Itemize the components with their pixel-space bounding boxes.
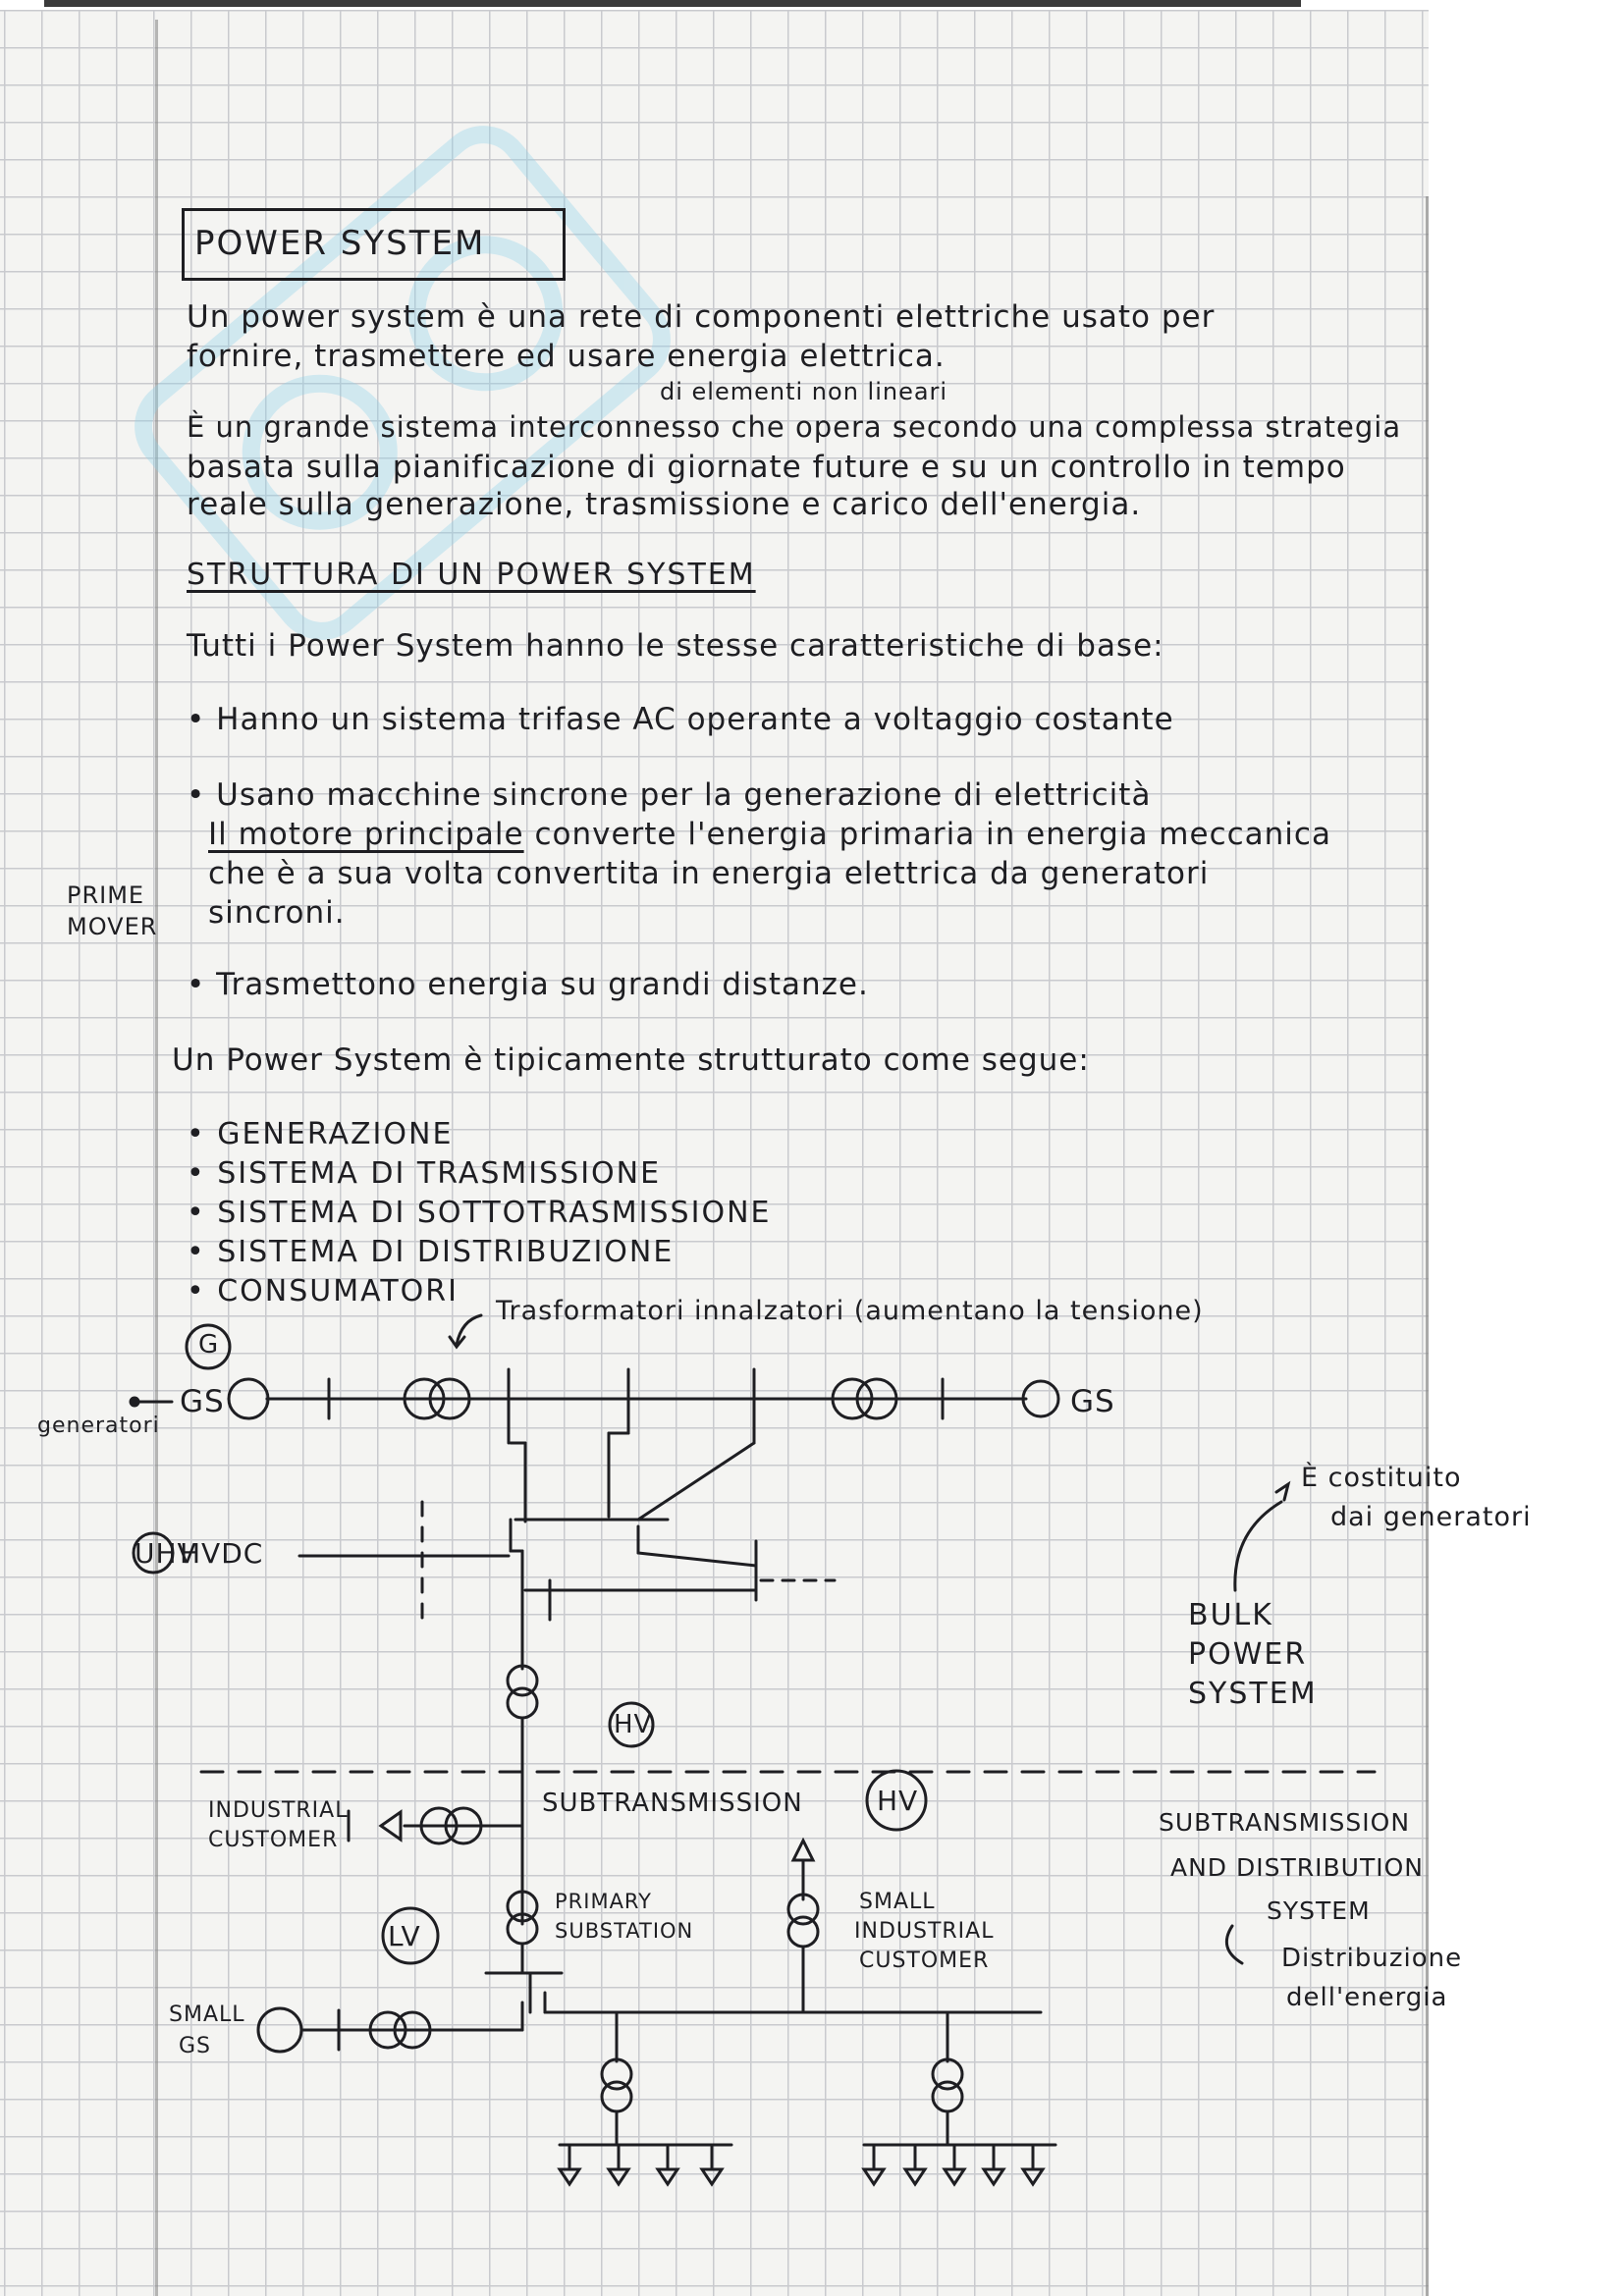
prime-mover-term: Il motore principale xyxy=(208,817,524,852)
bulk-note-1: È costituito xyxy=(1301,1463,1462,1493)
intro-line-2: fornire, trasmettere ed usare energia elettrica. xyxy=(187,339,946,374)
lv-label: LV xyxy=(388,1920,421,1952)
hvdc-label: HVDC xyxy=(180,1537,264,1570)
load-arrow-9 xyxy=(1023,2145,1043,2184)
feature-2-line-3: che è a sua volta convertita in energia elettrica da generatori xyxy=(208,856,1210,891)
industrial-load-arrow xyxy=(381,1812,401,1840)
intro-line-5: reale sulla generazione, trasmissione e carico dell'energia. xyxy=(187,487,1142,522)
industrial-customer-2: CUSTOMER xyxy=(208,1828,339,1852)
feature-2-line-4: sincroni. xyxy=(208,895,346,931)
small-industrial-2: INDUSTRIAL xyxy=(854,1919,995,1944)
distribution-note-1: Distribuzione xyxy=(1281,1944,1463,1973)
intro-line-1: Un power system è una rete di componenti elettriche usato per xyxy=(187,299,1216,335)
page-title: POWER SYSTEM xyxy=(194,224,486,263)
bulk-note-2: dai generatori xyxy=(1330,1502,1532,1532)
gs-right-label: GS xyxy=(1070,1384,1115,1419)
load-transformer-1b xyxy=(602,2082,631,2111)
transformer-note: Trasformatori innalzatori (aumentano la tensione) xyxy=(496,1296,1204,1326)
hv-transformer-b xyxy=(508,1688,537,1718)
load-arrow-2 xyxy=(609,2145,628,2184)
primary-substation-1: PRIMARY xyxy=(555,1890,653,1913)
hv-label-1: HV xyxy=(614,1710,653,1739)
intro-line-3: È un grande sistema interconnesso che opera secondo una complessa strategia xyxy=(187,410,1402,444)
industrial-customer-1: INDUSTRIAL xyxy=(208,1798,349,1823)
small-gs-label-2: GS xyxy=(179,2034,212,2058)
subtransmission-label: SUBTRANSMISSION xyxy=(542,1789,803,1818)
structure-item-3-text: SISTEMA DI SOTTOTRASMISSIONE xyxy=(217,1196,772,1230)
feature-bullet-1: • Hanno un sistema trifase AC operante a voltaggio costante xyxy=(187,702,1174,737)
load-arrow-4 xyxy=(702,2145,722,2184)
distribution-note-2: dell'energia xyxy=(1286,1983,1448,2012)
feature-2-line-2-rest: converte l'energia primaria in energia meccanica xyxy=(523,817,1331,852)
small-gs-label-1: SMALL xyxy=(169,2002,245,2027)
feature-3-text: Trasmettono energia su grandi distanze. xyxy=(216,967,869,1002)
uhv-label: UHV xyxy=(135,1537,197,1570)
small-industrial-transformer-b xyxy=(788,1917,818,1947)
small-industrial-3: CUSTOMER xyxy=(859,1949,990,1973)
small-industrial-load-arrow xyxy=(793,1841,813,1860)
intro-insert: di elementi non lineari xyxy=(660,378,948,405)
load-transformer-2b xyxy=(933,2082,962,2111)
primary-substation-2: SUBSTATION xyxy=(555,1919,694,1943)
load-arrow-8 xyxy=(984,2145,1003,2184)
margin-note-mover: MOVER xyxy=(67,913,158,940)
bulk-note-arrow xyxy=(1235,1502,1281,1590)
bulk-label-1: BULK xyxy=(1188,1598,1273,1632)
structure-item-1: • GENERAZIONE xyxy=(187,1117,454,1151)
structure-item-3: • SISTEMA DI SOTTOTRASMISSIONE xyxy=(187,1196,772,1230)
load-arrow-7 xyxy=(945,2145,964,2184)
structure-lead: Un Power System è tipicamente strutturato come segue: xyxy=(172,1042,1090,1078)
section-title: STRUTTURA DI UN POWER SYSTEM xyxy=(187,558,756,592)
structure-item-4-text: SISTEMA DI DISTRIBUZIONE xyxy=(217,1235,675,1269)
structure-item-4: • SISTEMA DI DISTRIBUZIONE xyxy=(187,1235,675,1269)
bulk-label-3: SYSTEM xyxy=(1188,1677,1318,1711)
structure-item-2: • SISTEMA DI TRASMISSIONE xyxy=(187,1156,662,1191)
distribution-note-arrow xyxy=(1226,1926,1242,1963)
feature-bullet-3: • Trasmettono energia su grandi distanze. xyxy=(187,967,869,1002)
diagonal-link xyxy=(638,1443,754,1520)
load-arrow-1 xyxy=(560,2145,579,2184)
load-arrow-5 xyxy=(864,2145,884,2184)
generator-right-symbol xyxy=(1023,1381,1058,1416)
small-industrial-1: SMALL xyxy=(859,1890,936,1914)
structure-item-2-text: SISTEMA DI TRASMISSIONE xyxy=(217,1156,662,1191)
sub-dist-label-2: AND DISTRIBUTION xyxy=(1170,1853,1424,1882)
structure-item-1-text: GENERAZIONE xyxy=(217,1117,454,1151)
bulk-label-2: POWER xyxy=(1188,1637,1308,1672)
generator-left-symbol xyxy=(229,1379,268,1418)
feature-2-text: Usano macchine sincrone per la generazione di elettricità xyxy=(216,777,1152,813)
hv-label-2: HV xyxy=(877,1785,919,1817)
generator-note: generatori xyxy=(37,1414,160,1438)
intro-line-4: basata sulla pianificazione di giornate future e su un controllo in tempo xyxy=(187,450,1346,485)
load-arrow-3 xyxy=(658,2145,677,2184)
features-lead: Tutti i Power System hanno le stesse caratteristiche di base: xyxy=(187,628,1164,664)
load-arrow-6 xyxy=(905,2145,925,2184)
sub-dist-label-3: SYSTEM xyxy=(1267,1896,1371,1925)
feature-bullet-2: • Usano macchine sincrone per la generazione di elettricità xyxy=(187,777,1152,813)
structure-item-5: • CONSUMATORI xyxy=(187,1274,459,1308)
gs-left-label: GS xyxy=(180,1384,225,1419)
margin-note-prime: PRIME xyxy=(67,881,145,909)
feature-1-text: Hanno un sistema trifase AC operante a voltaggio costante xyxy=(216,702,1174,737)
sub-dist-label-1: SUBTRANSMISSION xyxy=(1159,1808,1411,1837)
structure-item-5-text: CONSUMATORI xyxy=(217,1274,459,1308)
g-label: G xyxy=(198,1330,220,1360)
small-gs-circle xyxy=(258,2008,301,2052)
